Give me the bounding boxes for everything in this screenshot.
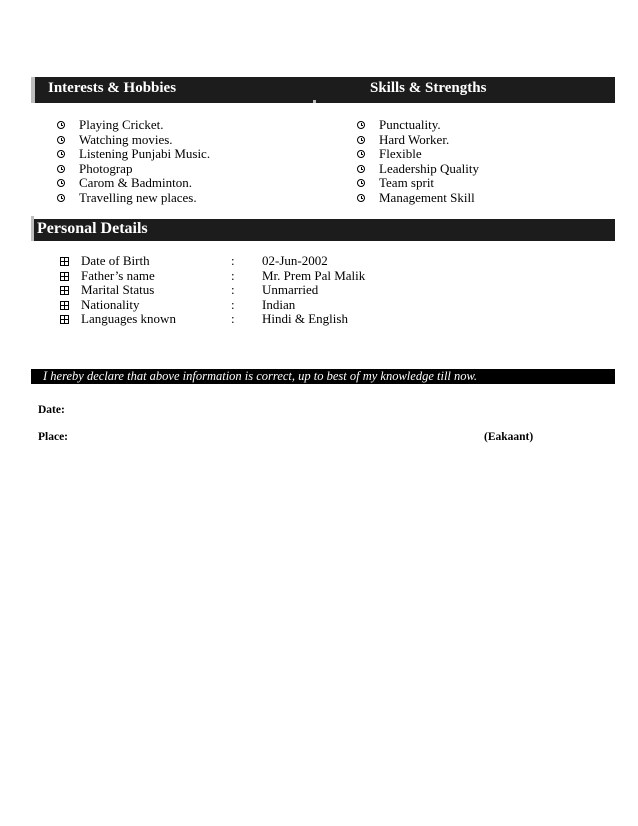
list-item: [357, 191, 479, 206]
list-item: [357, 147, 479, 162]
detail-colon: :: [231, 282, 235, 297]
declaration-text: I hereby declare that above information is correct, up to best of my knowledge till now.: [43, 369, 478, 383]
list-item: [57, 118, 210, 133]
clock-bullet-icon: [57, 136, 65, 144]
interest-text: Watching movies.: [79, 131, 173, 147]
clock-bullet-icon: [357, 165, 365, 173]
header-bar-shade: [31, 77, 35, 103]
clock-bullet-icon: [357, 136, 365, 144]
detail-value: Hindi & English: [262, 311, 348, 326]
clock-bullet-icon: [57, 121, 65, 129]
clock-bullet-icon: [57, 194, 65, 202]
clock-bullet-icon: [57, 150, 65, 158]
list-item: [57, 147, 210, 162]
date-label: Date:: [38, 404, 65, 416]
skill-text: Hard Worker.: [379, 131, 450, 147]
clock-bullet-icon: [57, 165, 65, 173]
book-bullet-icon: [60, 315, 69, 324]
book-bullet-icon: [60, 257, 69, 266]
declaration-bar: [31, 369, 615, 384]
list-item: [57, 191, 210, 206]
clock-bullet-icon: [357, 150, 365, 158]
interest-text: Travelling new places.: [79, 189, 197, 205]
detail-colon: :: [231, 296, 235, 312]
skill-text: Team sprit: [379, 175, 435, 190]
clock-bullet-icon: [357, 179, 365, 187]
signature-name: (Eakaant): [484, 431, 534, 443]
interests-heading: Interests & Hobbies: [48, 80, 177, 96]
list-item: [357, 162, 479, 177]
skill-text: Punctuality.: [379, 117, 441, 132]
detail-label: Nationality: [81, 296, 140, 312]
detail-colon: :: [231, 267, 235, 283]
clock-bullet-icon: [357, 121, 365, 129]
personal-details-heading: Personal Details: [37, 220, 148, 237]
interests-list: [57, 118, 210, 205]
header-bar-notch: [313, 100, 316, 103]
list-item: [57, 133, 210, 148]
interests-skills-header-bar: [31, 77, 615, 103]
detail-colon: :: [231, 311, 235, 326]
list-item: [57, 162, 210, 177]
personal-bar-edge: [31, 216, 34, 241]
book-bullet-icon: [60, 301, 69, 310]
personal-details-header-bar: [31, 219, 615, 241]
book-bullet-icon: [60, 286, 69, 295]
detail-colon: :: [231, 253, 235, 268]
skill-text: Flexible: [379, 146, 422, 161]
skills-list: [357, 118, 479, 205]
detail-value: Unmarried: [262, 282, 319, 297]
detail-value: Mr. Prem Pal Malik: [262, 267, 366, 283]
clock-bullet-icon: [357, 194, 365, 202]
skills-heading: Skills & Strengths: [370, 80, 487, 96]
clock-bullet-icon: [57, 179, 65, 187]
skill-text: Management Skill: [379, 189, 475, 205]
interest-text: Photograp: [79, 160, 133, 176]
list-item: [357, 176, 479, 191]
list-item: [57, 176, 210, 191]
place-label: Place:: [38, 431, 69, 443]
detail-label: Father’s name: [81, 267, 155, 283]
skill-text: Leadership Quality: [379, 160, 479, 176]
list-item: [357, 118, 479, 133]
detail-label: Date of Birth: [81, 253, 150, 268]
interest-text: Playing Cricket.: [79, 117, 164, 132]
interest-text: Carom & Badminton.: [79, 175, 193, 190]
detail-label: Languages known: [81, 311, 176, 326]
detail-value: Indian: [262, 296, 296, 312]
detail-value: 02-Jun-2002: [262, 253, 328, 268]
interest-text: Listening Punjabi Music.: [79, 146, 211, 161]
detail-label: Marital Status: [81, 282, 155, 297]
list-item: [357, 133, 479, 148]
book-bullet-icon: [60, 272, 69, 281]
